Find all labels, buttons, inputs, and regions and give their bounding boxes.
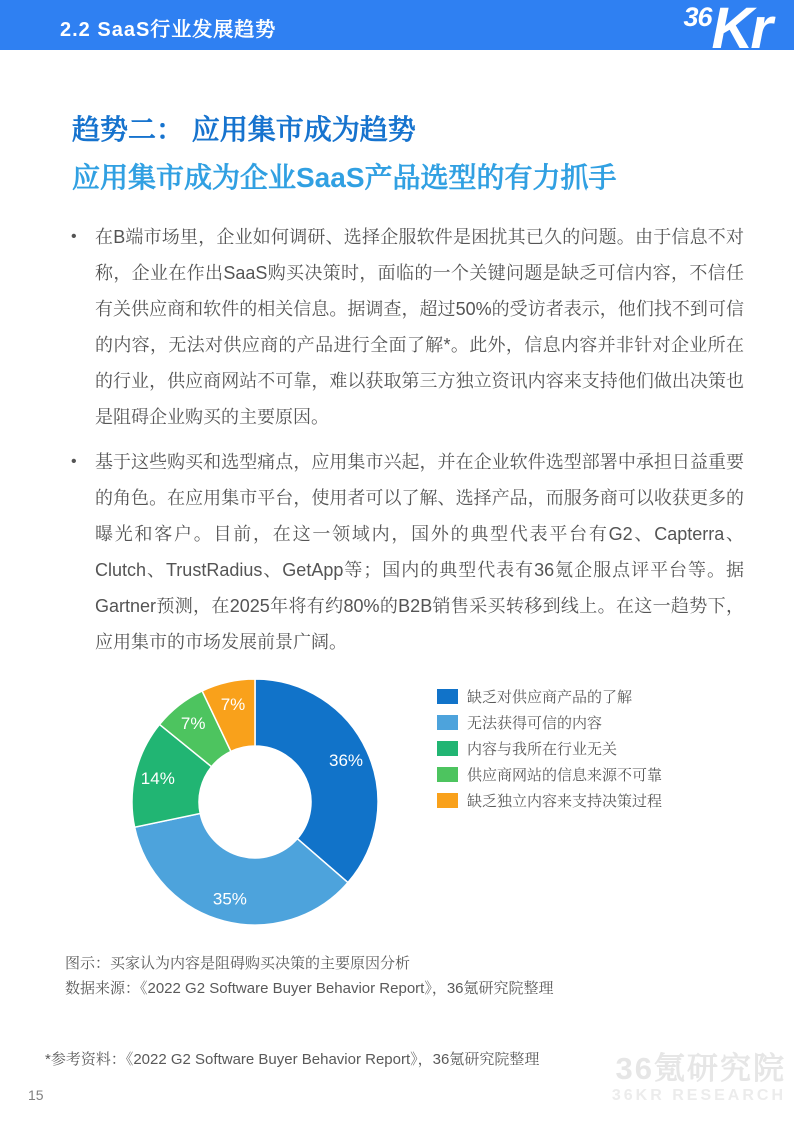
legend-label: 内容与我所在行业无关 (467, 740, 618, 758)
donut-slice-0 (255, 679, 378, 883)
logo-text-kr: Kr (711, 0, 770, 50)
bullet-marker: • (71, 453, 77, 470)
chart-caption (65, 951, 554, 1001)
chart-legend (437, 683, 662, 813)
36kr-logo (683, 0, 770, 50)
legend-item-2 (437, 735, 662, 761)
legend-label: 缺乏独立内容来支持决策过程 (467, 792, 663, 810)
donut-chart-svg (95, 661, 415, 951)
section-title: 2.2 SaaS行业发展趋势 (60, 19, 277, 41)
watermark-en: 36KR RESEARCH (611, 1086, 786, 1104)
bullet-marker: • (71, 228, 77, 245)
bullet-paragraph-1 (68, 219, 744, 435)
caption-source: 数据来源：《2022 G2 Software Buyer Behavior Report》，36氪研究院整理 (65, 980, 554, 997)
legend-swatch (437, 741, 458, 756)
footnote: *参考资料：《2022 G2 Software Buyer Behavior Report》，36氪研究院整理 (45, 1051, 540, 1068)
donut-slice-label-0: 36% (328, 751, 364, 770)
watermark-cn: 36氪研究院 (615, 1051, 786, 1086)
headline-line1: 趋势二： 应用集市成为趋势 (72, 114, 416, 145)
donut-slice-label-2: 14% (140, 768, 175, 788)
legend-item-1 (437, 709, 662, 735)
bullet-paragraph-2-text: 基于这些购买和选型痛点，应用集市兴起，并在企业软件选型部署中承担日益重要的角色。在应用集市平台，使用者可以了解、选择产品，而服务商可以收获更多的曝光和客户。目前，在这一领域内，国外的典型代表平台有G2、Capterra、Clutch、TrustRadius、GetApp等；国内的典型代表有36氪企服点评平台等。据Gartner预测，在2025年将有约80%的B2B销售采买转移到线上。在这一趋势下，应用集市的市场发展前景广阔。 (95, 452, 744, 652)
legend-swatch (437, 793, 458, 808)
legend-label: 缺乏对供应商产品的了解 (467, 688, 633, 706)
header-bar (0, 0, 794, 50)
legend-label: 无法获得可信的内容 (467, 714, 603, 732)
legend-item-0 (437, 683, 662, 709)
legend-label: 供应商网站的信息来源不可靠 (467, 766, 663, 784)
body-paragraphs (68, 219, 744, 669)
donut-slice-label-1: 35% (212, 889, 247, 909)
legend-swatch (437, 767, 458, 782)
logo-text-36: 36 (683, 2, 712, 32)
legend-swatch (437, 715, 458, 730)
bullet-paragraph-2 (68, 444, 744, 660)
headline-line2: 应用集市成为企业SaaS产品选型的有力抓手 (72, 162, 617, 193)
donut-slice-label-3: 7% (180, 713, 206, 733)
legend-item-4 (437, 787, 662, 813)
legend-swatch (437, 689, 458, 704)
bullet-paragraph-1-text: 在B端市场里，企业如何调研、选择企服软件是困扰其已久的问题。由于信息不对称，企业在作出SaaS购买决策时，面临的一个关键问题是缺乏可信内容，不信任有关供应商和软件的相关信息。据调查，超过50%的受访者表示，他们找不到可信的内容，无法对供应商的产品进行全面了解*。此外，信息内容并非针对企业所在的行业，供应商网站不可靠，难以获取第三方独立资讯内容来支持他们做出决策也是阻碍企业购买的主要原因。 (95, 227, 744, 427)
legend-item-3 (437, 761, 662, 787)
headline (72, 106, 617, 202)
watermark (612, 1051, 786, 1105)
donut-chart (95, 661, 415, 951)
donut-slice-label-4: 7% (220, 695, 246, 714)
caption-title: 图示：买家认为内容是阻碍购买决策的主要原因分析 (65, 955, 411, 972)
page-number: 15 (28, 1087, 44, 1103)
